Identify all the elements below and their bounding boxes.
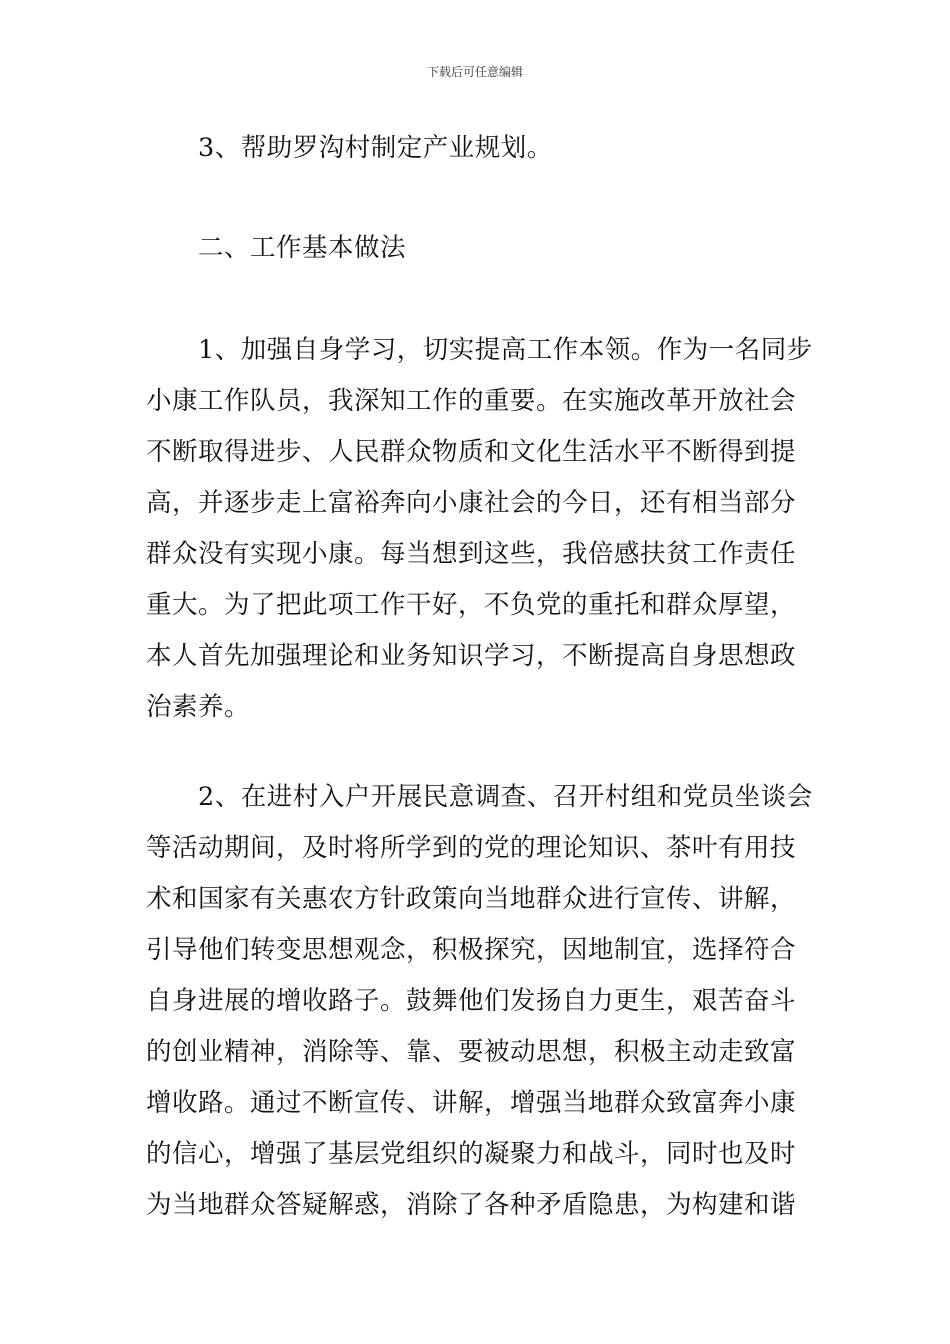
paragraph-section-2 [146,772,813,1231]
text-line: 的信心，增强了基层党组织的凝聚力和战斗，同时也及时 [146,1139,797,1169]
text-line: 1、加强自身学习，切实提高工作本领。作为一名同步 [198,335,813,365]
text-line: 重大。为了把此项工作干好，不负党的重托和群众厚望， [146,590,797,620]
text-line: 小康工作队员，我深知工作的重要。在实施改革开放社会 [146,386,797,416]
paragraph-section-1 [146,325,813,733]
text-line: 3、帮助罗沟村制定产业规划。 [198,133,553,163]
text-line: 治素养。 [146,692,251,722]
text-line: 为当地群众答疑解惑，消除了各种矛盾隐患，为构建和谐 [146,1190,797,1220]
text-line: 二、工作基本做法 [198,233,407,263]
text-line: 术和国家有关惠农方针政策向当地群众进行宣传、讲解， [146,884,797,914]
text-line: 的创业精神，消除等、靠、要被动思想，积极主动走致富 [146,1037,797,1067]
text-line: 自身进展的增收路子。鼓舞他们发扬自力更生，艰苦奋斗 [146,986,797,1016]
text-line: 等活动期间，及时将所学到的党的理论知识、茶叶有用技 [146,833,797,863]
text-line: 本人首先加强理论和业务知识学习，不断提高自身思想政 [146,641,797,671]
page-header: 下载后可任意编辑 [426,65,523,79]
text-line: 高，并逐步走上富裕奔向小康社会的今日，还有相当部分 [146,488,797,518]
text-line: 不断取得进步、人民群众物质和文化生活水平不断得到提 [146,437,797,467]
section-heading [146,223,810,274]
text-line: 群众没有实现小康。每当想到这些，我倍感扶贫工作责任 [146,539,797,569]
text-line: 引导他们转变思想观念，积极探究，因地制宜，选择符合 [146,935,797,965]
paragraph-item-3 [146,123,810,174]
text-line: 2、在进村入户开展民意调查、召开村组和党员坐谈会 [198,782,813,812]
text-line: 增收路。通过不断宣传、讲解，增强当地群众致富奔小康 [146,1088,797,1118]
